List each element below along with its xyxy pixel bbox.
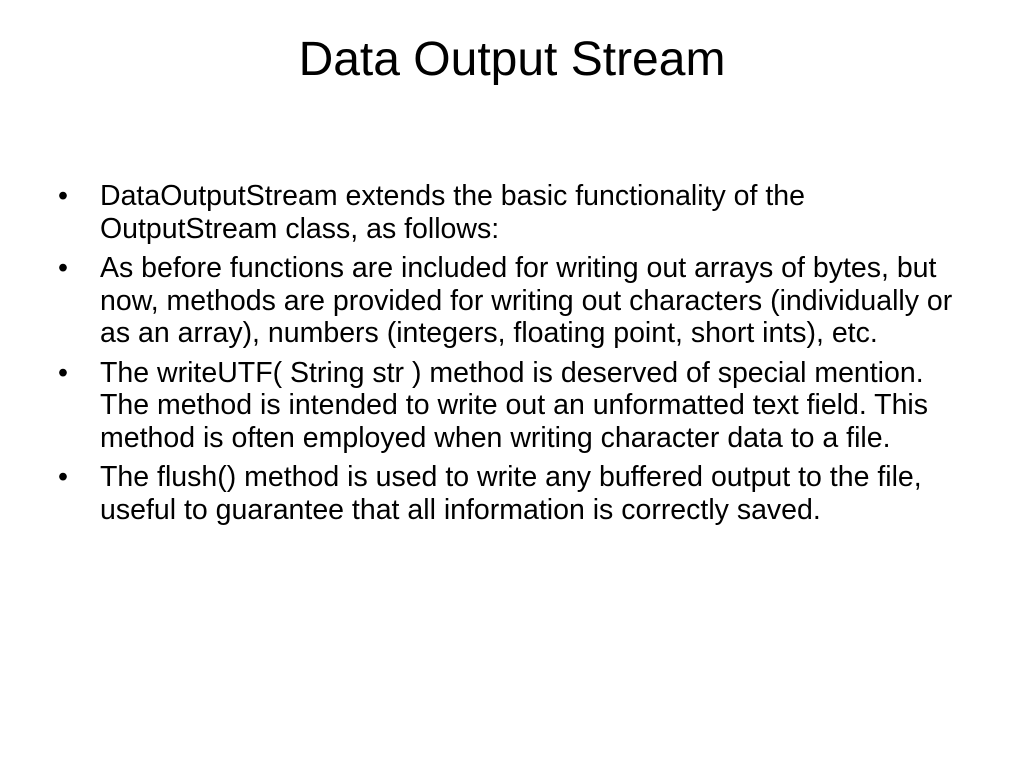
bullet-item xyxy=(58,461,958,526)
bullet-text: The writeUTF( String str ) method is deserved of special mention. The method is intended to write out an unformatted text field. This method is often employed when writing character data to a file. xyxy=(100,356,929,454)
bullet-item xyxy=(58,357,958,455)
bullet-marker: • xyxy=(58,356,68,389)
bullet-text: The flush() method is used to write any buffered output to the file, useful to guarantee that all information is correctly saved. xyxy=(100,461,922,526)
bullet-marker: • xyxy=(58,180,68,212)
bullet-text: As before functions are included for writing out arrays of bytes, but now, methods are provided for writing out characters (individually or as an array), numbers (integers, floating point, short ints), etc. xyxy=(100,252,953,349)
bullet-marker: • xyxy=(58,252,68,284)
bullet-item xyxy=(58,180,958,245)
bullet-list xyxy=(58,180,958,533)
slide-title: Data Output Stream xyxy=(298,33,726,86)
bullet-item xyxy=(58,252,958,350)
bullet-marker: • xyxy=(58,461,68,493)
bullet-text: DataOutputStream extends the basic functionality of the OutputStream class, as follows: xyxy=(100,180,805,245)
